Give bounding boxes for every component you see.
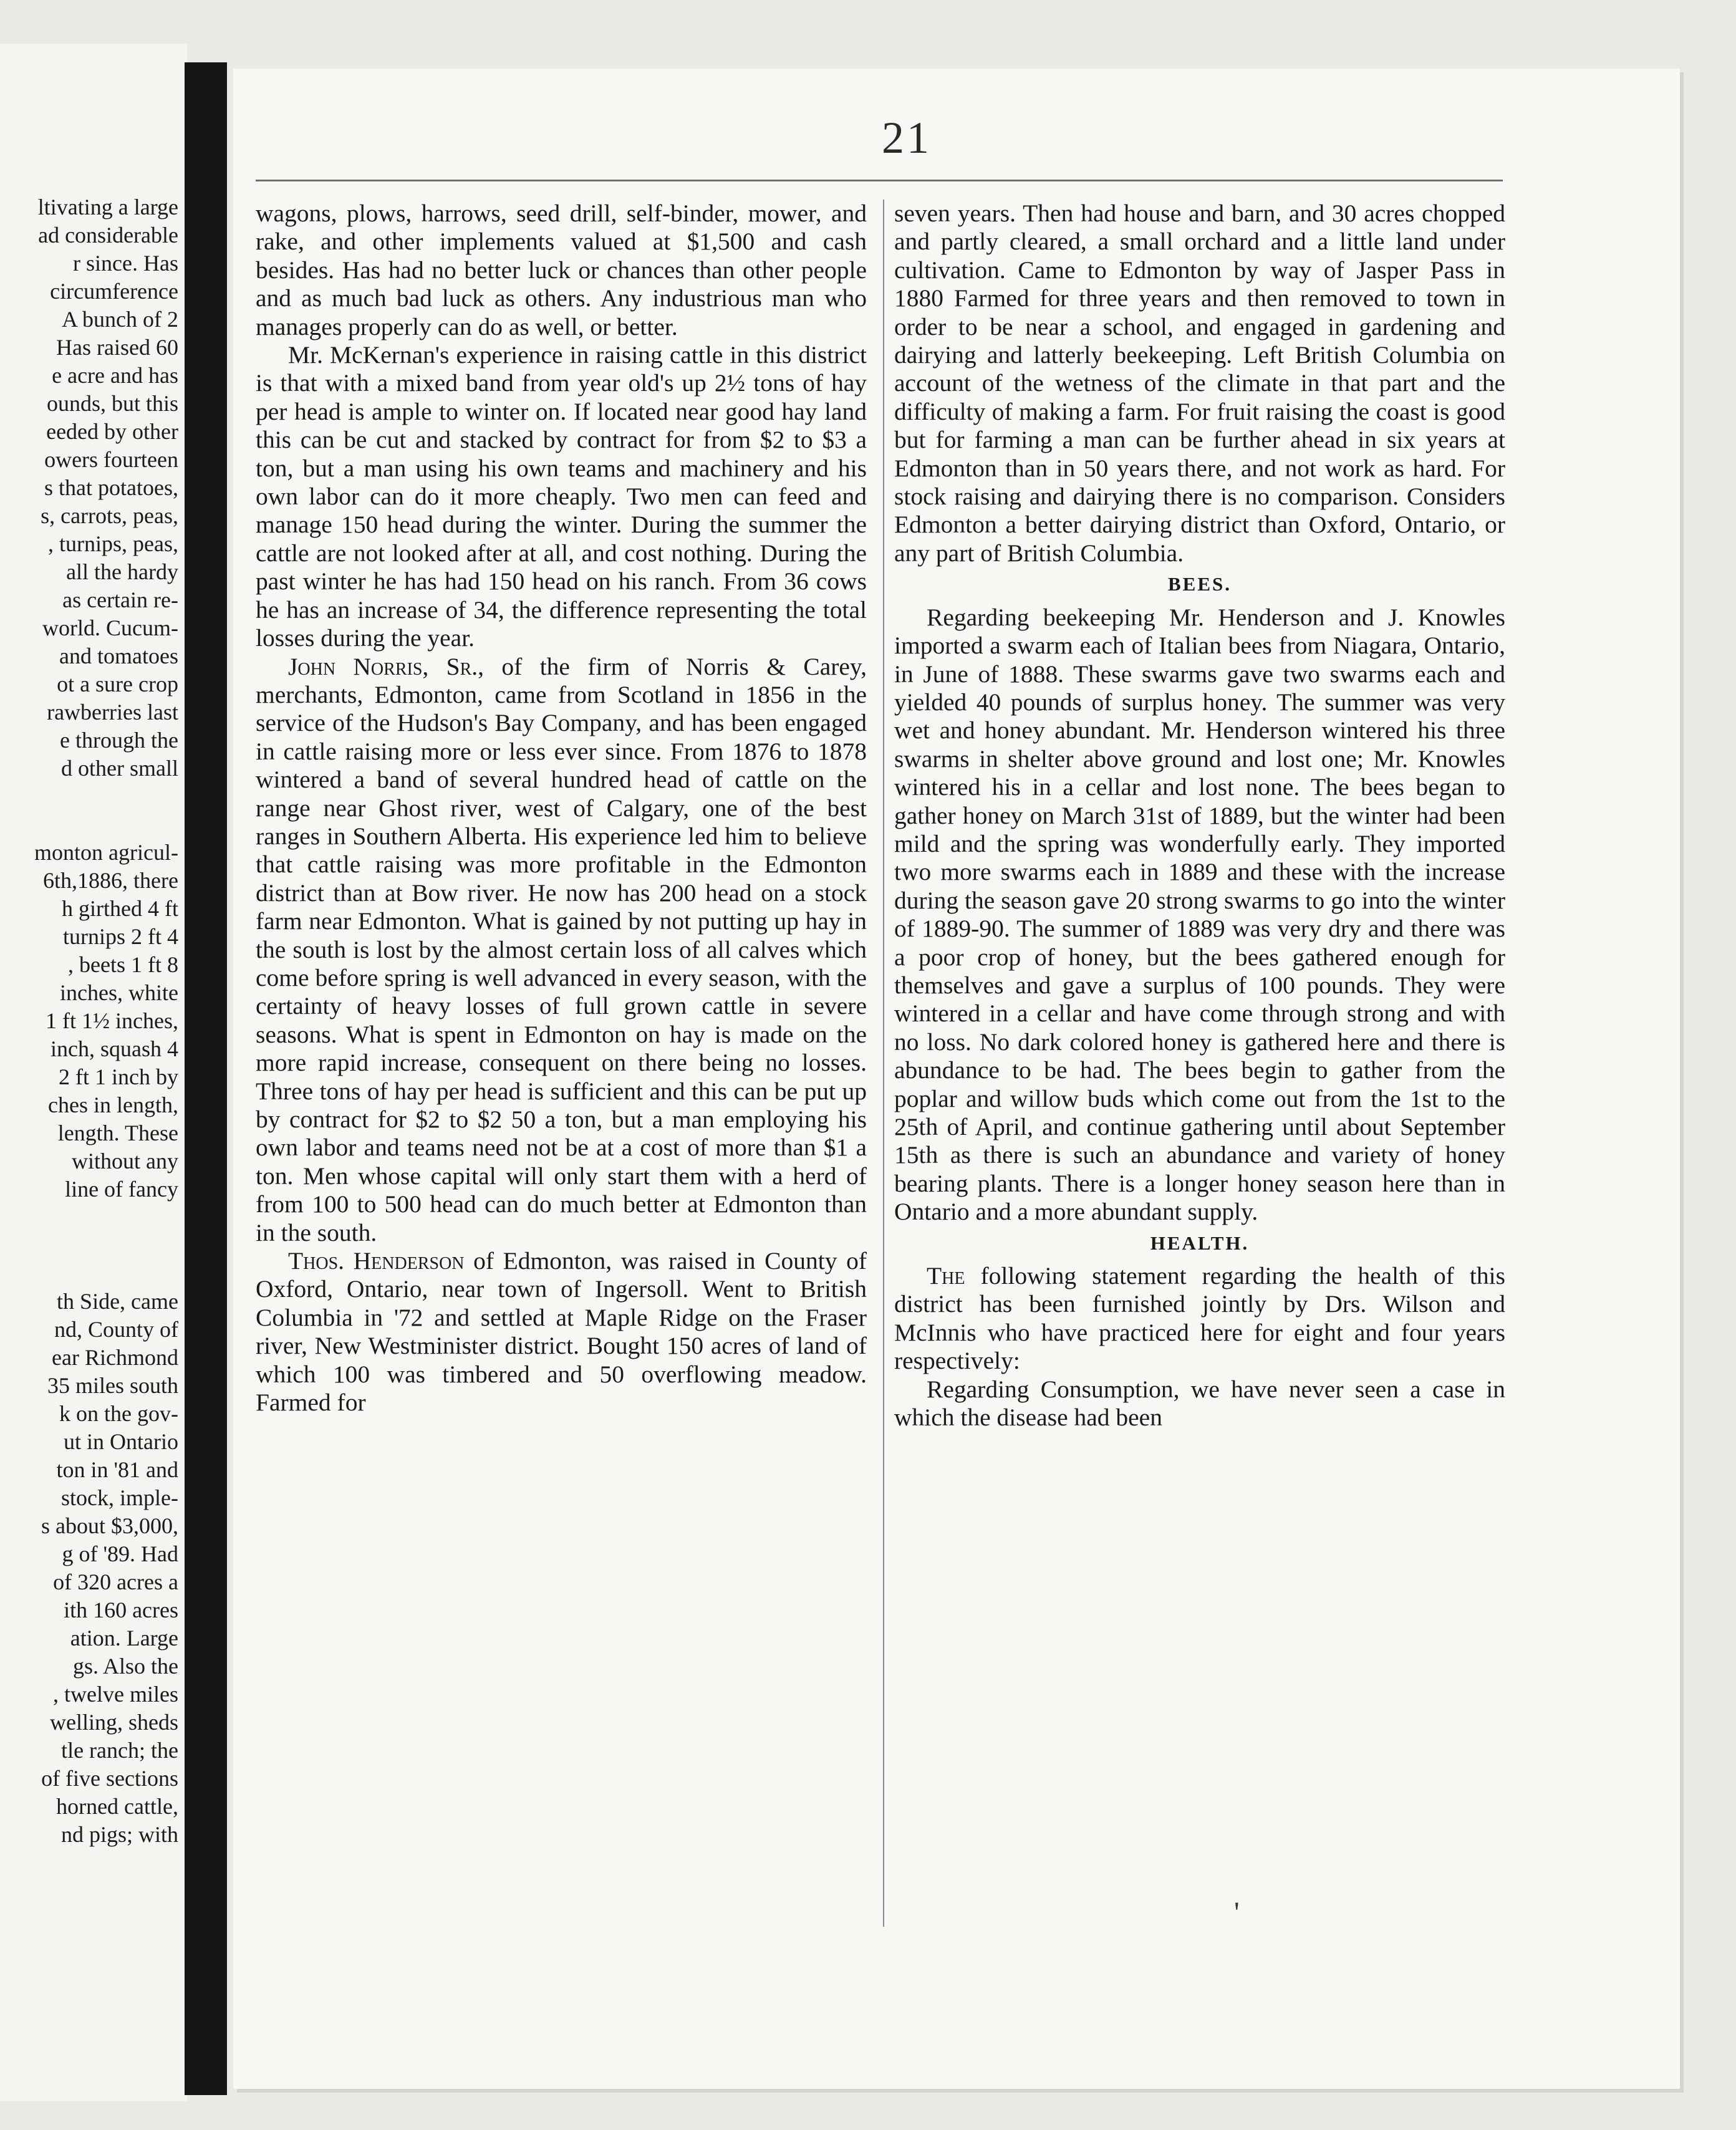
adjacent-page-line: inches, white	[60, 980, 178, 1005]
person-name-henderson: Thos. Henderson	[288, 1247, 465, 1275]
right-column	[894, 200, 1505, 1432]
adjacent-page-line: r since. Has	[73, 251, 178, 276]
adjacent-page-line: ltivating a large	[37, 195, 178, 219]
adjacent-page-line: th Side, came	[57, 1289, 178, 1314]
adjacent-page-line: of 320 acres a	[53, 1569, 178, 1594]
person-name-norris: John Norris, Sr.,	[288, 652, 485, 680]
adjacent-page-line: gs. Also the	[72, 1654, 178, 1679]
adjacent-page-line: turnips 2 ft 4	[63, 924, 178, 949]
adjacent-page-line: and tomatoes	[59, 643, 178, 668]
adjacent-page-line: as certain re-	[62, 587, 178, 612]
adjacent-page-line: ear Richmond	[52, 1345, 178, 1370]
adjacent-page-line: ut in Ontario	[64, 1429, 178, 1454]
adjacent-page-line: ches in length,	[48, 1092, 178, 1117]
adjacent-page-line: ton in '81 and	[56, 1457, 178, 1482]
scan-mark: '	[1234, 1896, 1240, 1929]
adjacent-page-line: e through the	[60, 728, 178, 753]
adjacent-page-line: g of '89. Had	[62, 1541, 178, 1566]
adjacent-page-line: 2 ft 1 inch by	[59, 1064, 178, 1089]
adjacent-page-line: nd, County of	[54, 1317, 178, 1342]
adjacent-page-line: s that potatoes,	[44, 475, 178, 500]
adjacent-page-line: s about $3,000,	[41, 1513, 178, 1538]
adjacent-page-line	[0, 1260, 178, 1288]
adjacent-page-line: s, carrots, peas,	[41, 503, 178, 528]
main-page	[233, 69, 1680, 2089]
book-gutter	[185, 62, 227, 2095]
adjacent-page-line: world. Cucum-	[42, 615, 178, 640]
paragraph-henderson-cont: seven years. Then had house and barn, and 30 acres chopped and partly cleared, a small orchard and a little land under cultivation. Came to Edmonton by way of Jasper Pass in 1880 Farmed for three years and then removed to town in order to be near a school, and engaged in gardening and dairying and latterly beekeeping. Left British Columbia on account of the wetness of the climate in that part and the difficulty of making a farm. For fruit raising the coast is good but for farming a man can be further ahead in six years at Edmonton than in 50 years there, and not work as hard. For stock raising and dairying there is no comparison. Considers Edmonton a better dairying district than Oxford, Ontario, or any part of British Columbia.	[894, 200, 1505, 567]
paragraph-health	[894, 1262, 1505, 1376]
adjacent-page-line	[0, 783, 178, 811]
adjacent-page-line: nd pigs; with	[60, 1822, 178, 1847]
adjacent-page-line: rawberries last	[47, 700, 178, 725]
adjacent-page-line: k on the gov-	[59, 1401, 178, 1426]
adjacent-page-line: monton agricul-	[34, 840, 178, 865]
paragraph-consumption: Regarding Consumption, we have never seen a case in which the disease had been	[894, 1375, 1505, 1432]
adjacent-page-line: ith 160 acres	[64, 1598, 178, 1622]
adjacent-page-line: welling, sheds	[50, 1710, 178, 1735]
adjacent-page-line	[0, 1231, 178, 1260]
paragraph-henderson-text: of Edmonton, was raised in County of Oxford, Ontario, near town of Ingersoll. Went to British Columbia in '72 and settled at Maple Ridge on the Fraser river, New Westminister district. Bought 150 acres of land of which 100 was timbered and 50 overflowing meadow. Farmed for	[256, 1247, 867, 1417]
adjacent-page-line: eeded by other	[46, 419, 178, 444]
adjacent-page-line: of five sections	[41, 1766, 178, 1791]
adjacent-page-line: ation. Large	[70, 1626, 178, 1651]
paragraph-norris-text: of the firm of Norris & Carey, merchants, Edmonton, came from Scotland in 1856 in the service of the Hudson's Bay Company, and has been engaged in cattle raising more or less ever since. From 1876 to 1878 wintered a band of several hundred head of cattle on the range near Ghost river, west of Calgary, one of the best ranges in Southern Alberta. His experience led him to believe that cattle raising was more profitable in the Edmonton district than at Bow river. He now has 200 head on a stock farm near Edmonton. What is gained by not putting up hay in the south is lost by the almost certain loss of all calves which come before spring is well advanced in every season, with the certainty of heavy losses of full grown cattle in severe seasons. What is spent in Edmonton on hay is made on the more rapid increase, consequent on there being no losses. Three tons of hay per head is sufficient and this can be put up by contract for $2 to $2 50 a ton, but a man employing his own labor and teams need not be at a cost of more than $1 a ton. Men whose capital will only start them with a herd of from 100 to 500 head can do much better at Edmonton than in the south.	[256, 652, 867, 1246]
adjacent-page-line: 6th,1886, there	[43, 868, 178, 893]
adjacent-page-fragment	[0, 44, 187, 2101]
adjacent-page-line: all the hardy	[66, 559, 178, 584]
adjacent-page-line: h girthed 4 ft	[62, 896, 178, 921]
health-lead-word: The	[927, 1262, 965, 1290]
paragraph-henderson	[256, 1247, 867, 1417]
adjacent-page-line: A bunch of 2	[62, 307, 178, 332]
adjacent-page-line: tle ranch; the	[61, 1738, 178, 1763]
adjacent-page-line: ot a sure crop	[57, 672, 178, 696]
adjacent-page-line: e acre and has	[52, 363, 178, 388]
paragraph-norris	[256, 653, 867, 1248]
adjacent-page-text	[0, 193, 178, 1849]
adjacent-page-line: circumference	[50, 279, 178, 304]
adjacent-page-line: d other small	[61, 756, 178, 781]
adjacent-page-line: , beets 1 ft 8	[68, 952, 178, 977]
adjacent-page-line: , twelve miles	[53, 1682, 178, 1707]
paragraph-bees: Regarding beekeeping Mr. Henderson and J. Knowles imported a swarm each of Italian bees from Niagara, Ontario, in June of 1888. These swarms gave two swarms each and yielded 40 pounds of surplus honey. The summer was very wet and honey abundant. Mr. Henderson wintered his three swarms in shelter above ground and lost one; Mr. Knowles wintered his in a cellar and lost none. The bees began to gather honey on March 31st of 1889, but the winter had been mild and the spring was wonderfully early. They imported two more swarms each in 1889 and these with the increase during the season gave 20 strong swarms to go into the winter of 1889-90. The summer of 1889 was very dry and there was a poor crop of honey, but the bees gathered enough for themselves and gave a surplus of 100 pounds. They were wintered in a cellar and have come through strong and with no loss. No dark colored honey is gathered here and there is abundance to be had. The bees begin to gather from the poplar and willow buds which come out from the 1st to the 25th of April, and continue gathering until about September 15th as there is such an abundance and variety of honey bearing plants. There is a longer honey season here than in Ontario and a more abundant supply.	[894, 603, 1505, 1226]
adjacent-page-line: stock, imple-	[61, 1485, 178, 1510]
adjacent-page-line: horned cattle,	[56, 1794, 178, 1819]
adjacent-page-line: owers fourteen	[44, 447, 178, 472]
paragraph-health-text: following statement regarding the health of this district has been furnished jointly by Drs. Wilson and McInnis who have practiced here for eight and four years respectively:	[894, 1262, 1505, 1375]
adjacent-page-line: without any	[72, 1149, 178, 1173]
adjacent-page-line: , turnips, peas,	[48, 531, 178, 556]
adjacent-page-line	[0, 811, 178, 839]
adjacent-page-line	[0, 1203, 178, 1231]
page-number: 21	[882, 113, 932, 163]
paragraph-mckernan: Mr. McKernan's experience in raising cattle in this district is that with a mixed band from year old's up 2½ tons of hay per head is ample to winter on. If located near good hay land this can be cut and stacked by contract for from $2 to $3 a ton, but a man using his own teams and machinery and his own labor can do it more cheaply. Two men can feed and manage 150 head during the winter. During the summer the cattle are not looked after at all, and cost nothing. During the past winter he has had 150 head on his ranch. From 36 cows he has an increase of 34, the difference representing the total losses during the year.	[256, 341, 867, 652]
left-column	[256, 200, 867, 1417]
column-divider	[883, 200, 884, 1927]
adjacent-page-line: inch, squash 4	[51, 1036, 178, 1061]
adjacent-page-line: length. These	[57, 1120, 178, 1145]
adjacent-page-line: line of fancy	[65, 1177, 178, 1202]
heading-bees: BEES.	[1167, 573, 1232, 595]
adjacent-page-line: 1 ft 1½ inches,	[46, 1008, 178, 1033]
header-rule	[256, 180, 1503, 181]
adjacent-page-line: Has raised 60	[56, 335, 178, 360]
paragraph-implements: wagons, plows, harrows, seed drill, self-binder, mower, and rake, and other implements valued at $1,500 and cash besides. Has had no better luck or chances than other people and as much bad luck as others. Any industrious man who manages properly can do as well, or better.	[256, 200, 867, 340]
heading-health: HEALTH.	[1150, 1231, 1250, 1254]
adjacent-page-line: ad considerable	[38, 223, 178, 248]
adjacent-page-line: 35 miles south	[47, 1373, 178, 1398]
adjacent-page-line: ounds, but this	[46, 391, 178, 416]
